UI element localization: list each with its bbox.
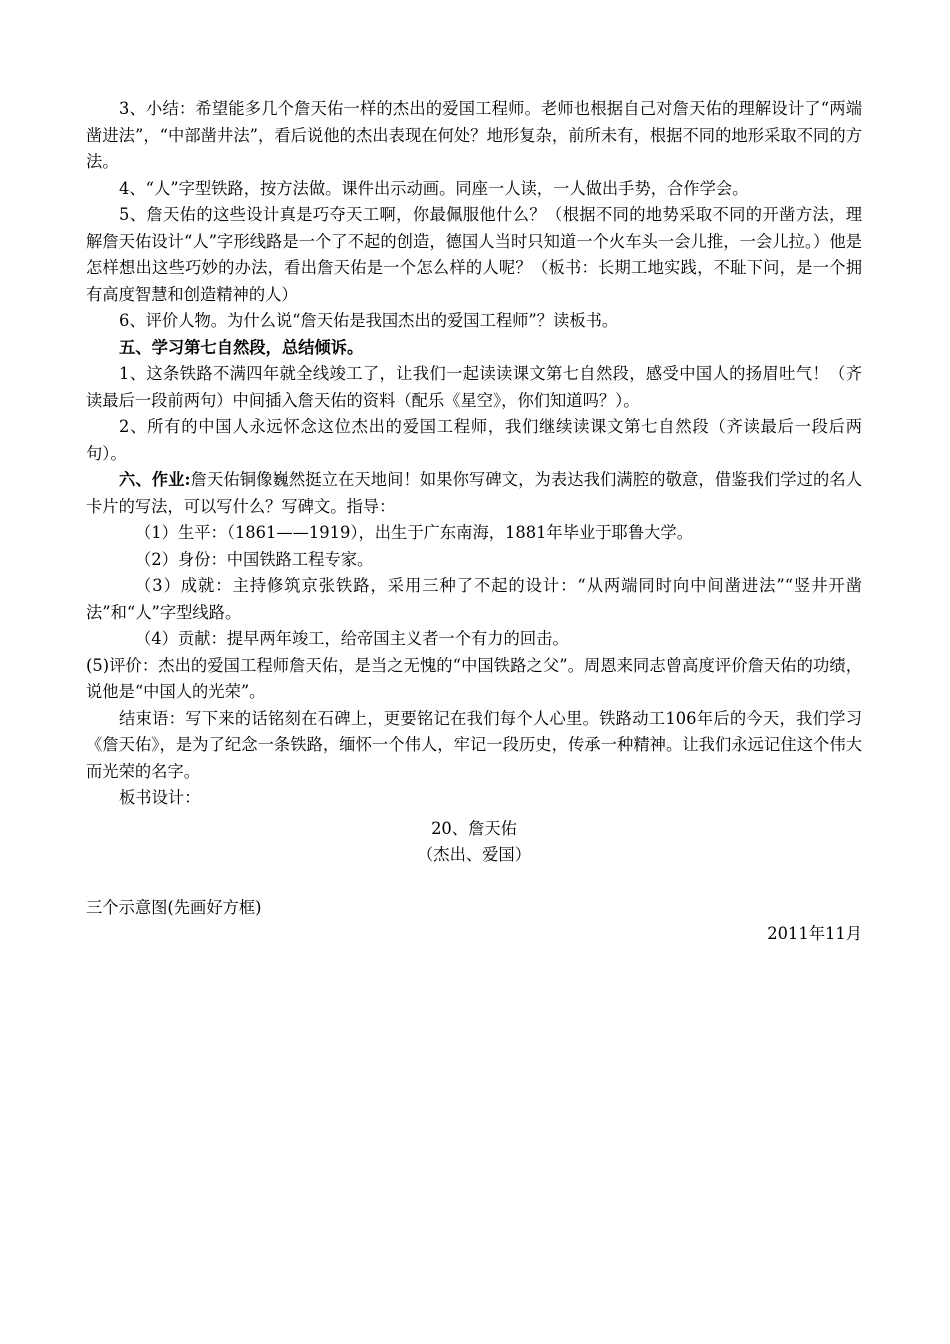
board-design-title: 20、詹天佑 — [431, 818, 517, 838]
section-five-item-2: 2、所有的中国人永远怀念这位杰出的爱国工程师，我们继续读课文第七自然段（齐读最后一段后两句）。 — [86, 417, 862, 463]
section-six-text: 詹天佑铜像巍然挺立在天地间！如果你写碑文，为表达我们满腔的敬意，借鉴我们学过的名人卡片的写法，可以写什么？写碑文。指导： — [86, 470, 862, 516]
paragraph-summary: 3、小结：希望能多几个詹天佑一样的杰出的爱国工程师。老师也根据自己对詹天佑的理解设计了“两端凿进法”，“中部凿井法”，看后说他的杰出表现在何处？地形复杂，前所未有，根据不同的地形采取不同的方法。 — [86, 99, 862, 171]
homework-item-2: （2）身份：中国铁路工程专家。 — [135, 549, 374, 569]
homework-item-5: (5)评价：杰出的爱国工程师詹天佑，是当之无愧的“中国铁路之父”。周恩来同志曾高度评价詹天佑的功绩，说他是“中国人的光荣”。 — [86, 655, 862, 701]
homework-item-4: （4）贡献：提早两年竣工，给帝国主义者一个有力的回击。 — [135, 629, 569, 648]
section-six-heading: 六、作业: — [119, 470, 191, 489]
paragraph-character-evaluation: 6、评价人物。为什么说“詹天佑是我国杰出的爱国工程师”？读板书。 — [119, 311, 619, 330]
section-five-heading: 五、学习第七自然段，总结倾诉。 — [119, 337, 364, 357]
document-page — [86, 96, 862, 948]
board-design-label: 板书设计： — [119, 788, 201, 807]
homework-item-3: （3）成就：主持修筑京张铁路，采用三种了不起的设计：“从两端同时向中间凿进法”“竖井开凿法”和“人”字型线路。 — [86, 576, 862, 622]
section-six-paragraph — [86, 467, 862, 520]
closing-remarks: 结束语：写下来的话铭刻在石碑上，更要铭记在我们每个人心里。铁路动工106年后的今天，我们学习《詹天佑》，是为了纪念一条铁路，缅怀一个伟人，牢记一段历史，传承一种精神。让我们永远记住这个伟大而光荣的名字。 — [86, 708, 862, 781]
homework-item-1: （1）生平：（1861——1919），出生于广东南海，1881年毕业于耶鲁大学。 — [135, 523, 693, 542]
paragraph-design-admiration: 5、詹天佑的这些设计真是巧夺天工啊，你最佩服他什么？（根据不同的地势采取不同的开凿方法，理解詹天佑设计“人”字形线路是一个了不起的创造，德国人当时只知道一个火车头一会儿推，一会儿拉。）他是怎样想出这些巧妙的办法，看出詹天佑是一个怎么样的人呢？（板书：长期工地实践，不耻下问，是一个拥有高度智慧和创造精神的人） — [86, 205, 862, 304]
paragraph-railway-shape: 4、“人”字型铁路，按方法做。课件出示动画。同座一人读，一人做出手势，合作学会。 — [119, 178, 749, 198]
diagram-note: 三个示意图(先画好方框) — [86, 897, 262, 917]
document-date: 2011年11月 — [767, 924, 862, 943]
section-five-item-1: 1、这条铁路不满四年就全线竣工了，让我们一起读读课文第七自然段，感受中国人的扬眉吐气！（齐读最后一段前两句）中间插入詹天佑的资料（配乐《星空》，你们知道吗？）。 — [86, 364, 862, 410]
board-design-subtitle: （杰出、爱国） — [417, 845, 531, 864]
